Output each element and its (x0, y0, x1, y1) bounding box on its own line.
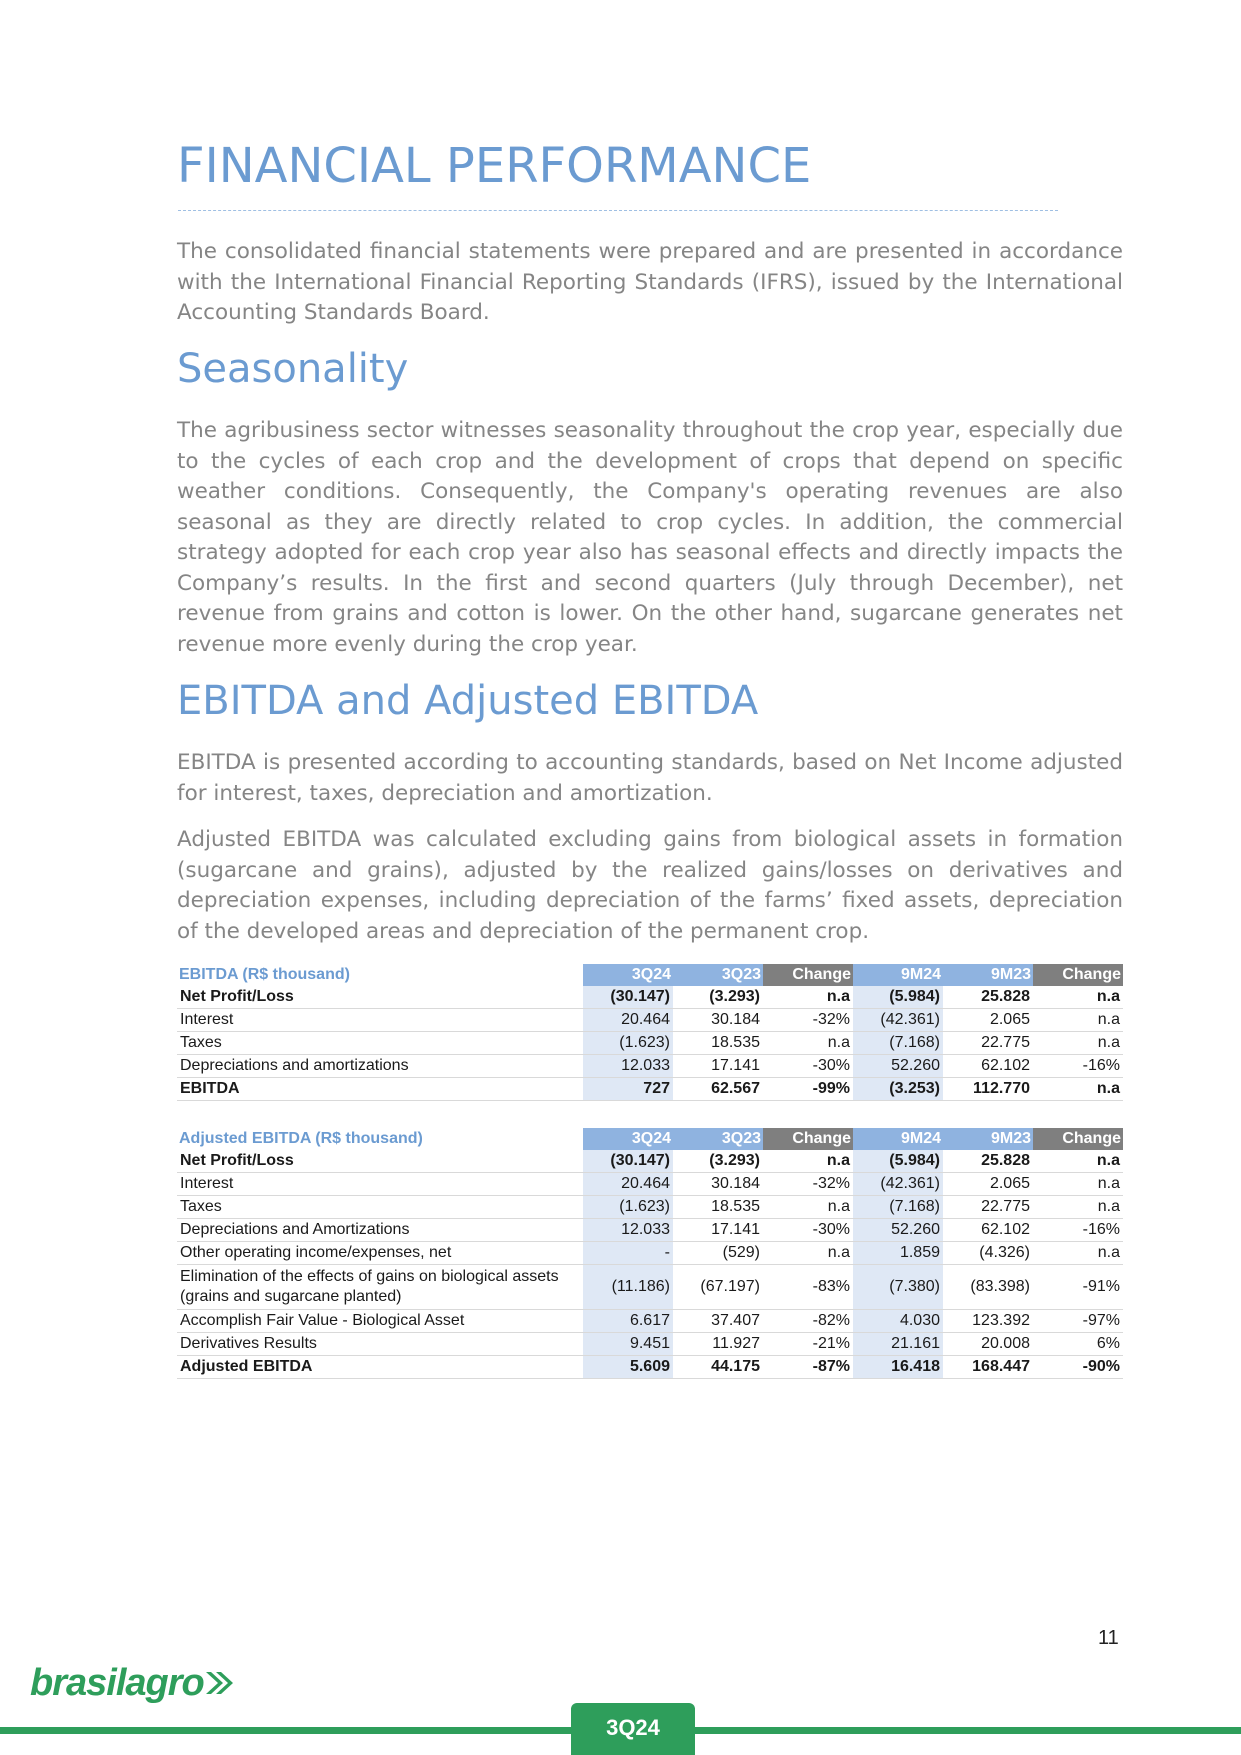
table-cell: -83% (763, 1265, 853, 1310)
table-cell: - (583, 1242, 673, 1265)
table-cell: n.a (1033, 1032, 1123, 1055)
table-cell: 5.609 (583, 1356, 673, 1379)
page-title: FINANCIAL PERFORMANCE (177, 138, 812, 194)
ebitda-heading: EBITDA and Adjusted EBITDA (177, 678, 759, 724)
table-cell: (83.398) (943, 1265, 1033, 1310)
adjusted-ebitda-paragraph: Adjusted EBITDA was calculated excluding gains from biological assets in formation (sugarcane and grains), adjusted by the realized gains/losses on derivatives and depreciation expenses, including depreciation of the farms’ fixed assets, depreciation of the developed areas and depreciation of the permanent crop. (177, 827, 1123, 944)
title-divider (178, 210, 1058, 211)
table-cell: 12.033 (583, 1055, 673, 1078)
table-cell: 18.535 (673, 1196, 763, 1219)
table-cell: -91% (1033, 1265, 1123, 1310)
table-cell: 727 (583, 1078, 673, 1101)
table-row (177, 1333, 1123, 1356)
table-cell: n.a (1033, 1242, 1123, 1265)
table-cell: 21.161 (853, 1333, 943, 1356)
period-tab: 3Q24 (571, 1703, 695, 1755)
logo-text: brasilagro (30, 1661, 204, 1704)
table-row (177, 1265, 1123, 1310)
row-label: Interest (177, 1009, 583, 1032)
table-row (177, 1032, 1123, 1055)
table-cell: 4.030 (853, 1310, 943, 1333)
row-label: Depreciations and Amortizations (177, 1219, 583, 1242)
table-cell: -16% (1033, 1219, 1123, 1242)
table-cell: 25.828 (943, 986, 1033, 1009)
table-cell: -97% (1033, 1310, 1123, 1333)
ebitda-table (177, 964, 1123, 1101)
row-label: Net Profit/Loss (177, 986, 583, 1009)
row-label: Elimination of the effects of gains on biological assets (grains and sugarcane planted) (177, 1265, 583, 1310)
table-cell: (42.361) (853, 1009, 943, 1032)
table-row (177, 1078, 1123, 1101)
table-cell: n.a (763, 986, 853, 1009)
table-cell: 2.065 (943, 1173, 1033, 1196)
table-row (177, 1310, 1123, 1333)
table-cell: 44.175 (673, 1356, 763, 1379)
col-change-quarter: Change (763, 1128, 853, 1150)
col-9m23: 9M23 (943, 1128, 1033, 1150)
table-cell: n.a (763, 1032, 853, 1055)
table-cell: (3.293) (673, 1150, 763, 1173)
table-header-row (177, 964, 1123, 986)
col-9m24: 9M24 (853, 964, 943, 986)
table-cell: (7.168) (853, 1196, 943, 1219)
table-row (177, 986, 1123, 1009)
table-cell: (7.380) (853, 1265, 943, 1310)
col-3q24: 3Q24 (583, 1128, 673, 1150)
table-cell: 18.535 (673, 1032, 763, 1055)
table-cell: 52.260 (853, 1219, 943, 1242)
table-row (177, 1242, 1123, 1265)
table-cell: 168.447 (943, 1356, 1033, 1379)
table-cell: (42.361) (853, 1173, 943, 1196)
table-cell: n.a (1033, 1173, 1123, 1196)
table-cell: (5.984) (853, 1150, 943, 1173)
table-cell: (30.147) (583, 1150, 673, 1173)
page-number: 11 (1098, 1627, 1119, 1649)
table-cell: -30% (763, 1055, 853, 1078)
table-cell: -30% (763, 1219, 853, 1242)
table-cell: 22.775 (943, 1032, 1033, 1055)
table-cell: 62.102 (943, 1055, 1033, 1078)
table-cell: -16% (1033, 1055, 1123, 1078)
table-cell: (4.326) (943, 1242, 1033, 1265)
table-row (177, 1150, 1123, 1173)
table-cell: 52.260 (853, 1055, 943, 1078)
table-cell: 22.775 (943, 1196, 1033, 1219)
table-cell: n.a (1033, 1009, 1123, 1032)
table-cell: 25.828 (943, 1150, 1033, 1173)
brasilagro-logo (30, 1658, 236, 1708)
table-cell: 6% (1033, 1333, 1123, 1356)
table-cell: 20.464 (583, 1173, 673, 1196)
table-cell: 9.451 (583, 1333, 673, 1356)
table-title: Adjusted EBITDA (R$ thousand) (177, 1128, 583, 1150)
table-cell: 37.407 (673, 1310, 763, 1333)
col-change-quarter: Change (763, 964, 853, 986)
table-cell: 62.102 (943, 1219, 1033, 1242)
row-label: Other operating income/expenses, net (177, 1242, 583, 1265)
seasonality-paragraph: The agribusiness sector witnesses seasonality throughout the crop year, especially due to the cycles of each crop and the development of crops that depend on specific weather conditions. Consequently, the Company's operating revenues are also seasonal as they are directly related to crop cycles. In addition, the commercial strategy adopted for each crop year also has seasonal effects and directly impacts the Company’s results. In the first and second quarters (July through December), net revenue from grains and cotton is lower. On the other hand, sugarcane generates net revenue more evenly during the crop year. (177, 418, 1123, 657)
table-cell: 123.392 (943, 1310, 1033, 1333)
seasonality-heading: Seasonality (177, 346, 409, 392)
table-cell: (3.293) (673, 986, 763, 1009)
row-label: Taxes (177, 1032, 583, 1055)
col-3q23: 3Q23 (673, 1128, 763, 1150)
table-cell: 16.418 (853, 1356, 943, 1379)
table-cell: n.a (1033, 1196, 1123, 1219)
table-cell: (7.168) (853, 1032, 943, 1055)
col-9m24: 9M24 (853, 1128, 943, 1150)
row-label: Accomplish Fair Value - Biological Asset (177, 1310, 583, 1333)
table-cell: 2.065 (943, 1009, 1033, 1032)
table-cell: 112.770 (943, 1078, 1033, 1101)
table-cell: -90% (1033, 1356, 1123, 1379)
table-cell: -87% (763, 1356, 853, 1379)
row-label: EBITDA (177, 1078, 583, 1101)
table-row (177, 1009, 1123, 1032)
intro-paragraph: The consolidated financial statements were prepared and are presented in accordance with the International Financial Reporting Standards (IFRS), issued by the International Accounting Standards Board. (177, 239, 1123, 325)
table-cell: (3.253) (853, 1078, 943, 1101)
table-cell: (5.984) (853, 986, 943, 1009)
table-cell: 20.008 (943, 1333, 1033, 1356)
table-cell: 1.859 (853, 1242, 943, 1265)
table-row (177, 1173, 1123, 1196)
table-cell: -32% (763, 1009, 853, 1032)
table-cell: n.a (1033, 986, 1123, 1009)
table-cell: n.a (1033, 1150, 1123, 1173)
ebitda-paragraph: EBITDA is presented according to accounting standards, based on Net Income adjusted for interest, taxes, depreciation and amortization. (177, 750, 1123, 806)
row-label: Taxes (177, 1196, 583, 1219)
row-label: Net Profit/Loss (177, 1150, 583, 1173)
table-header-row (177, 1128, 1123, 1150)
logo-chevrons-icon (204, 1668, 236, 1698)
table-cell: (11.186) (583, 1265, 673, 1310)
table-cell: (30.147) (583, 986, 673, 1009)
table-cell: 17.141 (673, 1219, 763, 1242)
table-row (177, 1055, 1123, 1078)
table-cell: 6.617 (583, 1310, 673, 1333)
table-cell: -21% (763, 1333, 853, 1356)
table-cell: 11.927 (673, 1333, 763, 1356)
adjusted-ebitda-table (177, 1128, 1123, 1379)
table-row (177, 1196, 1123, 1219)
row-label: Interest (177, 1173, 583, 1196)
table-cell: n.a (763, 1150, 853, 1173)
table-title: EBITDA (R$ thousand) (177, 964, 583, 986)
table-cell: 20.464 (583, 1009, 673, 1032)
table-cell: 30.184 (673, 1009, 763, 1032)
table-cell: (67.197) (673, 1265, 763, 1310)
col-3q23: 3Q23 (673, 964, 763, 986)
table-cell: n.a (763, 1242, 853, 1265)
table-cell: 17.141 (673, 1055, 763, 1078)
table-cell: 30.184 (673, 1173, 763, 1196)
table-row (177, 1219, 1123, 1242)
col-3q24: 3Q24 (583, 964, 673, 986)
col-change-9m: Change (1033, 1128, 1123, 1150)
table-cell: (1.623) (583, 1196, 673, 1219)
table-cell: (529) (673, 1242, 763, 1265)
table-cell: (1.623) (583, 1032, 673, 1055)
table-cell: -99% (763, 1078, 853, 1101)
row-label: Derivatives Results (177, 1333, 583, 1356)
table-cell: n.a (1033, 1078, 1123, 1101)
table-cell: 62.567 (673, 1078, 763, 1101)
table-row (177, 1356, 1123, 1379)
row-label: Adjusted EBITDA (177, 1356, 583, 1379)
table-cell: -82% (763, 1310, 853, 1333)
row-label: Depreciations and amortizations (177, 1055, 583, 1078)
col-change-9m: Change (1033, 964, 1123, 986)
table-cell: 12.033 (583, 1219, 673, 1242)
col-9m23: 9M23 (943, 964, 1033, 986)
table-cell: -32% (763, 1173, 853, 1196)
table-cell: n.a (763, 1196, 853, 1219)
